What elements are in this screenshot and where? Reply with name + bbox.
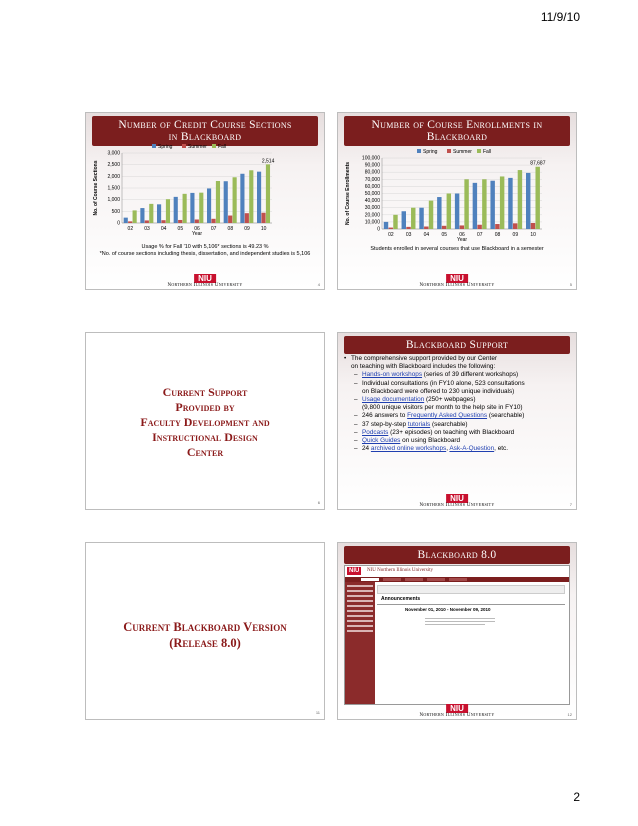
- data-label: 87,687: [530, 160, 546, 167]
- item-text: on using Blackboard: [400, 437, 461, 445]
- list-item: [344, 437, 570, 445]
- x-tick-label: 02: [388, 232, 394, 238]
- slide-number: 5: [569, 282, 572, 287]
- bar-summer: [178, 220, 182, 223]
- slide-footer: [338, 495, 576, 509]
- y-tick-label: 100,000: [361, 155, 380, 162]
- legend-label: Fall: [218, 144, 227, 150]
- bb-content-line: [425, 624, 485, 625]
- bar-fall: [249, 170, 253, 223]
- list-item: [344, 380, 570, 388]
- bb-tab[interactable]: [449, 578, 467, 581]
- intro-bullet: [344, 355, 570, 371]
- bb-tab[interactable]: [405, 578, 423, 581]
- bar-fall: [482, 179, 486, 229]
- slide-title-line: Number of Credit Course Sections: [118, 119, 292, 131]
- bar-fall: [133, 210, 137, 223]
- slide-current-version: [85, 542, 325, 720]
- legend-label: Spring: [158, 144, 173, 150]
- enrollments-bar-chart: [338, 113, 577, 290]
- bar-spring: [207, 188, 211, 223]
- bb-toolbar: [377, 585, 565, 594]
- x-tick-label: 09: [512, 232, 519, 238]
- page-date: 11/9/10: [540, 10, 580, 24]
- list-item: [344, 396, 570, 404]
- faq-link[interactable]: Frequently Asked Questions: [407, 412, 488, 420]
- bar-spring: [419, 208, 423, 229]
- bb-menu-item[interactable]: [347, 585, 373, 587]
- blackboard-screenshot: [344, 565, 570, 705]
- bar-fall: [216, 181, 220, 223]
- list-item: [344, 445, 570, 453]
- university-name: Northern Illinois University: [419, 713, 495, 718]
- bar-summer: [128, 221, 132, 223]
- bar-summer: [145, 220, 149, 223]
- slide-number: 12: [567, 712, 572, 717]
- list-item-cont: on Blackboard were offered to 230 unique individuals): [362, 387, 515, 395]
- bb-tab-active[interactable]: [361, 578, 379, 581]
- title-line: Instructional Design: [152, 430, 258, 444]
- enrollments-caption: Students enrolled in several courses that use Blackboard in a semester: [370, 246, 544, 252]
- bar-summer: [442, 226, 446, 229]
- bar-fall: [518, 170, 522, 229]
- intro-line: on teaching with Blackboard includes the following:: [351, 363, 496, 371]
- podcasts-link[interactable]: Podcasts: [362, 428, 389, 436]
- list-item: [344, 429, 570, 437]
- ask-a-question-link[interactable]: Ask-A-Question: [449, 445, 495, 453]
- item-text: (series of 39 different workshops): [422, 371, 519, 379]
- slide-title-line: in Blackboard: [168, 131, 242, 143]
- y-tick-label: 90,000: [364, 162, 380, 169]
- bar-fall: [535, 167, 539, 229]
- bb-tab[interactable]: [383, 578, 401, 581]
- y-tick-label: 1,500: [107, 185, 120, 192]
- list-item-cont: (9,800 unique visitors per month to the help site in FY10): [362, 404, 523, 412]
- usage-documentation-link[interactable]: Usage documentation: [362, 396, 425, 404]
- slide-footer: [338, 705, 576, 719]
- legend-swatch-spring: [152, 144, 156, 148]
- bb-divider: [377, 604, 565, 605]
- x-tick-label: 06: [194, 226, 200, 232]
- quick-guides-link[interactable]: Quick Guides: [362, 437, 401, 445]
- sections-footnote: *No. of course sections including thesis, dissertation, and independent studies is 5,106: [99, 251, 311, 257]
- x-tick-label: 05: [177, 226, 184, 232]
- bar-spring: [124, 218, 128, 223]
- bar-fall: [233, 177, 237, 223]
- item-text: , etc.: [494, 445, 509, 453]
- x-tick-label: 10: [530, 232, 536, 238]
- legend-swatch-fall: [212, 144, 216, 148]
- legend-label: Summer: [188, 144, 207, 150]
- slide-current-support: [85, 332, 325, 510]
- bb-content-line: [425, 621, 495, 622]
- x-axis-label: Year: [456, 237, 468, 243]
- item-text: 246 answers to: [362, 412, 408, 420]
- niu-logo: NIU: [446, 494, 468, 503]
- y-tick-label: 80,000: [364, 169, 380, 176]
- bar-spring: [455, 194, 459, 230]
- x-tick-label: 05: [441, 232, 448, 238]
- bar-fall: [429, 201, 433, 229]
- archived-workshops-link[interactable]: archived online workshops: [370, 445, 447, 453]
- bar-summer: [406, 227, 410, 229]
- bar-summer: [531, 223, 535, 229]
- bar-spring: [402, 211, 406, 229]
- bar-fall: [393, 215, 397, 229]
- bar-fall: [266, 164, 270, 223]
- y-tick-label: 60,000: [364, 183, 380, 190]
- list-item: [344, 371, 570, 379]
- bb-tab-bar: [345, 577, 569, 582]
- x-tick-label: 02: [127, 226, 134, 232]
- legend-label: Summer: [453, 149, 472, 155]
- y-axis-label: No. of Course Sections: [93, 160, 99, 216]
- section-title: [86, 385, 324, 460]
- y-tick-label: 2,500: [107, 162, 120, 169]
- bar-fall: [500, 176, 504, 229]
- bar-fall: [166, 199, 170, 223]
- legend-label: Spring: [423, 149, 438, 155]
- bb-menu-item[interactable]: [347, 630, 373, 632]
- legend-swatch-summer: [182, 144, 186, 148]
- y-tick-label: 0: [377, 226, 380, 233]
- y-tick-label: 30,000: [364, 205, 380, 212]
- bar-fall: [411, 208, 415, 229]
- bb-menu-item[interactable]: [347, 615, 373, 617]
- item-text: ,: [446, 445, 450, 453]
- legend-label: Fall: [483, 149, 492, 155]
- bb-menu-item[interactable]: [347, 610, 373, 612]
- sections-bar-chart: [86, 113, 325, 290]
- bar-summer: [477, 225, 481, 229]
- slide-credit-sections: [85, 112, 325, 290]
- slide-number: 7: [569, 502, 572, 507]
- bb-menu-item[interactable]: [347, 605, 373, 607]
- y-tick-label: 1,000: [107, 197, 120, 204]
- x-tick-label: 08: [494, 232, 501, 238]
- bb-university-header: NIU Northern Illinois University: [367, 568, 433, 573]
- title-line: (Release 8.0): [169, 636, 241, 650]
- title-line: Faculty Development and: [140, 415, 270, 429]
- slide-title: Blackboard 8.0: [344, 546, 570, 564]
- bar-spring: [240, 174, 244, 223]
- slide-title-line: Number of Course Enrollments in: [371, 119, 543, 131]
- bar-summer: [424, 227, 428, 229]
- y-tick-label: 50,000: [364, 191, 380, 197]
- x-tick-label: 04: [423, 232, 430, 238]
- y-axis-label: No. of Course Enrollments: [345, 161, 351, 226]
- legend-swatch-spring: [417, 149, 421, 153]
- bar-fall: [447, 194, 451, 230]
- section-title: [86, 619, 324, 651]
- x-tick-label: 09: [244, 226, 250, 232]
- bar-summer: [513, 223, 517, 229]
- niu-logo: NIU: [446, 704, 468, 713]
- x-tick-label: 10: [260, 226, 267, 232]
- y-tick-label: 20,000: [364, 212, 380, 219]
- slide-number: 4: [317, 282, 320, 287]
- bb-menu-item[interactable]: [347, 620, 373, 622]
- bb-menu-item[interactable]: [347, 625, 373, 627]
- bb-course-menu: [345, 582, 375, 704]
- slide-blackboard-support: [337, 332, 577, 510]
- bar-summer: [460, 225, 464, 229]
- item-text: (searchable): [430, 420, 468, 428]
- page-number: 2: [573, 790, 580, 804]
- university-name: Northern Illinois University: [167, 283, 243, 288]
- slide-title-line: Blackboard: [426, 131, 488, 143]
- slide-number: 6: [317, 500, 320, 505]
- bar-spring: [224, 181, 228, 223]
- x-tick-label: 04: [160, 226, 167, 232]
- item-text: Individual consultations (in FY10 alone, 523 consultations: [362, 379, 525, 387]
- slide-title: Blackboard Support: [344, 336, 570, 354]
- usage-caption: Usage % for Fall '10 with 5,106* sections is 49.23 %: [141, 244, 269, 250]
- bb-menu-item[interactable]: [347, 590, 373, 592]
- y-tick-label: 40,000: [364, 198, 380, 205]
- tutorials-link[interactable]: tutorials: [407, 420, 431, 428]
- bar-summer: [495, 224, 499, 229]
- x-tick-label: 08: [227, 226, 234, 232]
- y-tick-label: 70,000: [364, 176, 380, 183]
- legend-swatch-fall: [477, 149, 481, 153]
- bar-fall: [183, 194, 187, 223]
- x-tick-label: 03: [144, 226, 150, 232]
- item-text: (250+ webpages): [424, 396, 476, 404]
- y-tick-label: 10,000: [364, 219, 380, 226]
- bb-announcements-title: Announcements: [381, 596, 421, 602]
- bar-spring: [508, 178, 512, 229]
- bar-summer: [228, 216, 232, 223]
- bar-spring: [526, 173, 530, 229]
- list-item: [344, 412, 570, 420]
- item-text: 24: [362, 445, 371, 453]
- x-tick-label: 06: [459, 232, 465, 238]
- bar-spring: [490, 181, 494, 229]
- legend-swatch-summer: [447, 149, 451, 153]
- bar-summer: [211, 219, 215, 223]
- bar-spring: [190, 193, 194, 223]
- intro-line: • The comprehensive support provided by our Center: [351, 355, 497, 362]
- bar-spring: [140, 208, 144, 223]
- niu-logo: NIU: [446, 274, 468, 283]
- bar-summer: [195, 220, 199, 224]
- hands-on-workshops-link[interactable]: Hands-on workshops: [362, 371, 423, 379]
- title-line: Current Support: [162, 385, 248, 399]
- slide-footer: [86, 275, 324, 289]
- bar-spring: [174, 197, 178, 223]
- slide-blackboard-8: [337, 542, 577, 720]
- item-text: (23+ episodes) on teaching with Blackboard: [388, 428, 515, 436]
- x-axis-label: Year: [191, 231, 203, 237]
- x-tick-label: 03: [405, 232, 412, 238]
- slide-footer: [338, 275, 576, 289]
- university-name: Northern Illinois University: [419, 283, 495, 288]
- university-name: Northern Illinois University: [419, 503, 495, 508]
- y-tick-label: 500: [111, 208, 120, 215]
- support-bullets: [344, 355, 570, 453]
- bar-spring: [384, 222, 388, 229]
- bar-summer: [261, 213, 265, 223]
- bar-fall: [464, 179, 468, 229]
- bb-niu-logo: NIU: [349, 568, 360, 574]
- x-tick-label: 07: [476, 232, 483, 238]
- bar-fall: [199, 193, 203, 223]
- bar-summer: [161, 220, 165, 223]
- bb-tab[interactable]: [427, 578, 445, 581]
- bb-menu-item[interactable]: [347, 600, 373, 602]
- bar-summer: [389, 228, 393, 229]
- title-line: Provided by: [175, 400, 235, 414]
- title-line: Center: [186, 445, 224, 459]
- slide-course-enrollments: [337, 112, 577, 290]
- niu-logo: NIU: [194, 274, 216, 283]
- bb-date-range: November 01, 2010 - November 09, 2010: [405, 607, 491, 612]
- y-tick-label: 0: [117, 220, 120, 227]
- bar-summer: [245, 213, 249, 223]
- list-item: [344, 421, 570, 429]
- bar-spring: [257, 172, 261, 223]
- item-text: 37 step-by-step: [362, 420, 408, 428]
- y-tick-label: 3,000: [107, 150, 120, 157]
- bb-content-line: [425, 618, 495, 619]
- bar-spring: [157, 204, 161, 223]
- title-line: Current Blackboard Version: [123, 620, 287, 634]
- bar-spring: [473, 183, 477, 229]
- bar-fall: [149, 204, 153, 223]
- slide-number: 11: [315, 710, 320, 715]
- bar-spring: [437, 197, 441, 229]
- item-text: (searchable): [487, 412, 525, 420]
- bb-menu-item[interactable]: [347, 595, 373, 597]
- x-tick-label: 07: [210, 226, 217, 232]
- y-tick-label: 2,000: [107, 173, 120, 180]
- data-label: 2,514: [261, 158, 275, 165]
